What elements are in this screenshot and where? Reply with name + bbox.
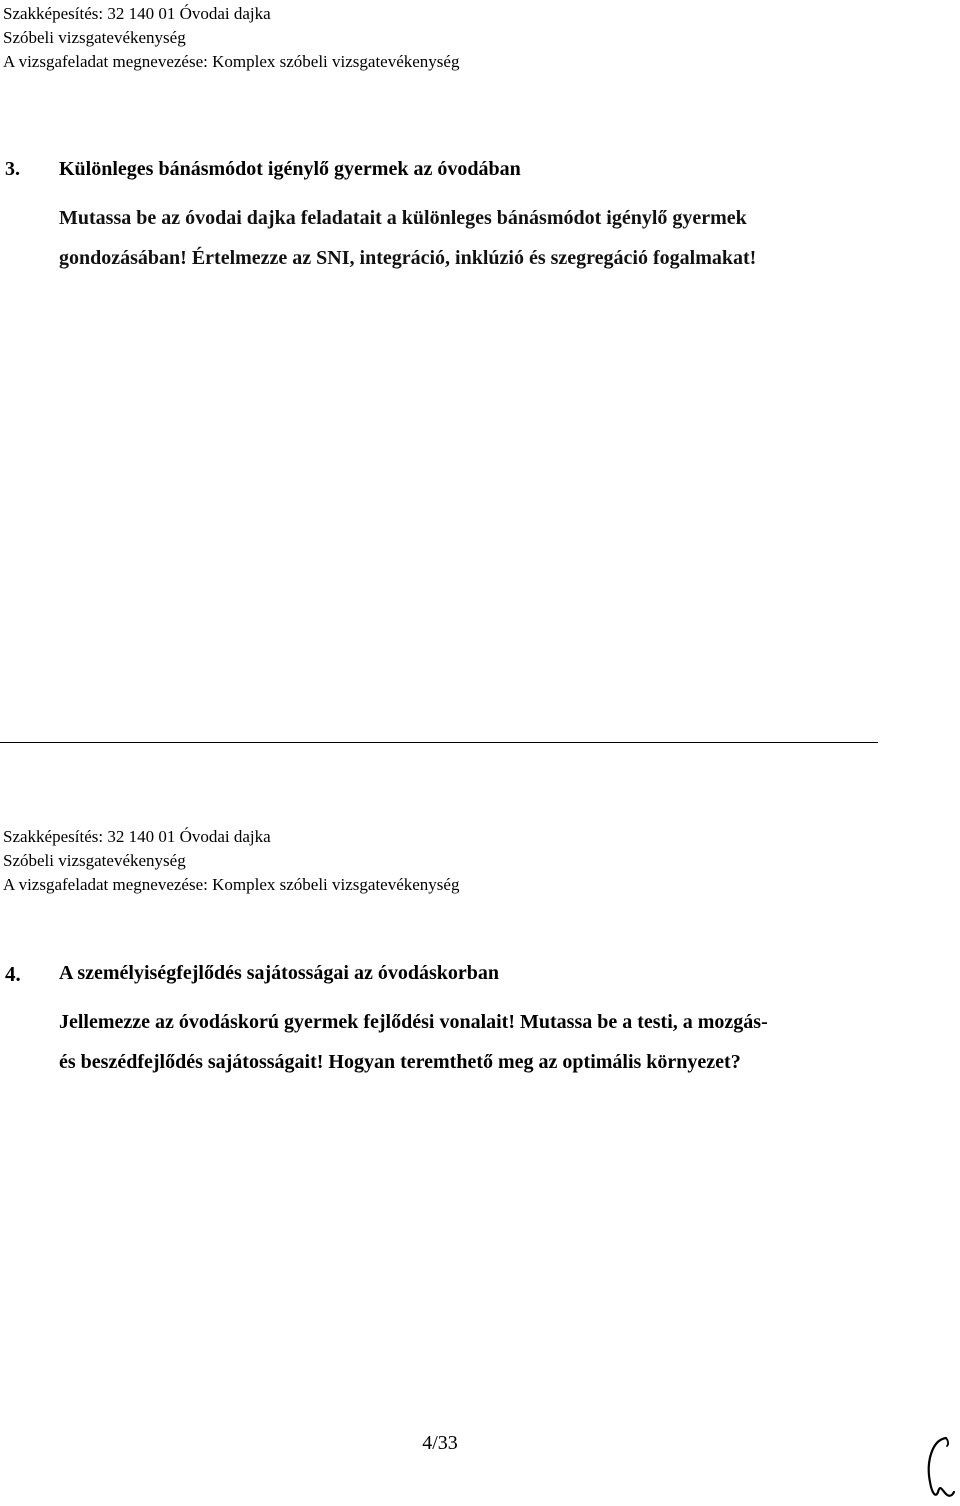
page-header	[3, 2, 459, 74]
task-body-line: és beszédfejlődés sajátosságait! Hogyan teremthető meg az optimális környezet?	[59, 1051, 741, 1073]
task-body	[59, 198, 756, 278]
header-qualification: Szakképesítés: 32 140 01 Óvodai dajka	[3, 4, 271, 23]
header-exam-type: Szóbeli vizsgatevékenység	[3, 851, 186, 870]
task-body-line: gondozásában! Értelmezze az SNI, integráció, inklúzió és szegregáció fogalmakat!	[59, 247, 757, 269]
task-title: Különleges bánásmódot igénylő gyermek az óvodában	[59, 158, 521, 180]
header-exam-type: Szóbeli vizsgatevékenység	[3, 28, 186, 47]
task-body-line: Mutassa be az óvodai dajka feladatait a különleges bánásmódot igénylő gyermek	[59, 207, 747, 229]
header-task-name: A vizsgafeladat megnevezése: Komplex szóbeli vizsgatevékenység	[3, 52, 460, 71]
task-number: 3.	[5, 158, 20, 180]
page-header	[3, 825, 459, 897]
section-divider	[0, 742, 878, 743]
page-number: 4/33	[422, 1432, 458, 1454]
task-4	[0, 962, 920, 1072]
task-title: A személyiségfejlődés sajátosságai az óvodáskorban	[59, 962, 499, 984]
header-qualification: Szakképesítés: 32 140 01 Óvodai dajka	[3, 827, 271, 846]
task-body-line: Jellemezze az óvodáskorú gyermek fejlődési vonalait! Mutassa be a testi, a mozgás-	[59, 1011, 768, 1033]
task-body	[59, 1002, 768, 1082]
signature-icon	[922, 1432, 958, 1502]
task-3	[0, 158, 920, 268]
task-number: 4.	[5, 962, 21, 986]
header-task-name: A vizsgafeladat megnevezése: Komplex szóbeli vizsgatevékenység	[3, 875, 460, 894]
